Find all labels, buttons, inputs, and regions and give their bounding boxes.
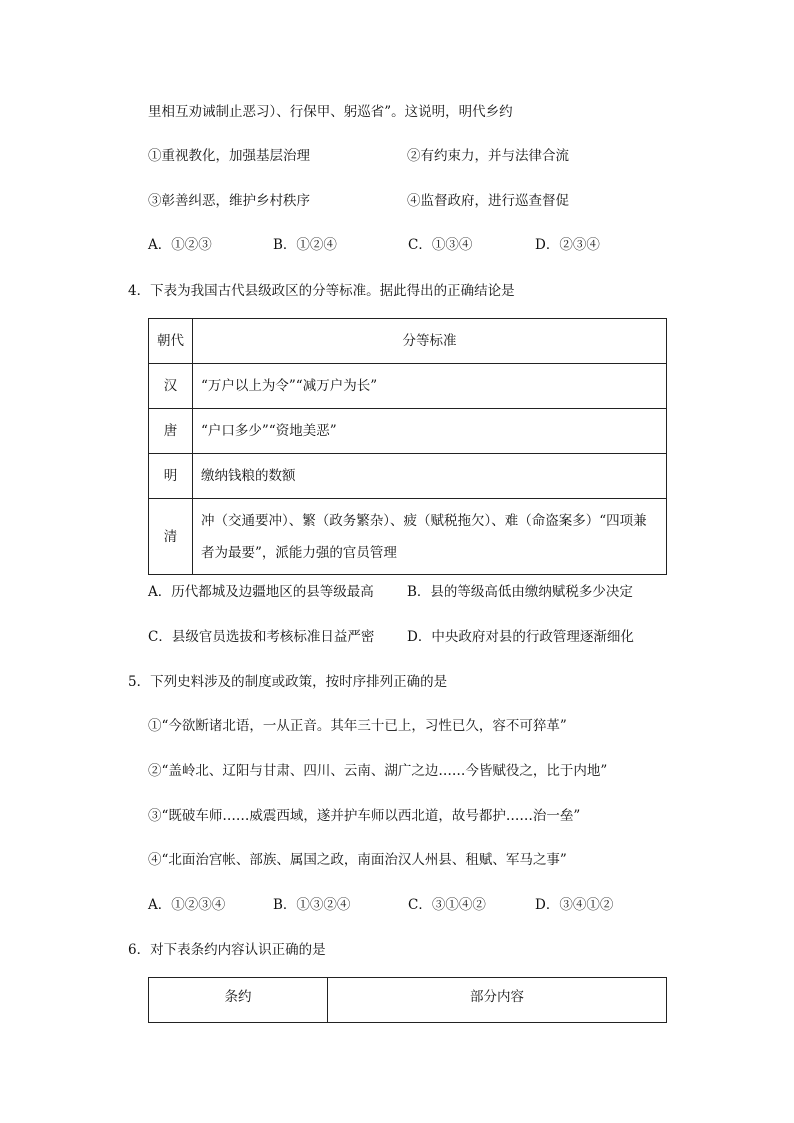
q5-item-2: ②“盖岭北、辽阳与甘肃、四川、云南、湖广之边……今皆赋役之，比于内地” (148, 763, 608, 779)
q4-dynasty-cell: 清 (149, 499, 193, 575)
q4-header-standard: 分等标准 (193, 319, 667, 364)
q4-standard-line-2: 者为最要”，派能力强的官员管理 (201, 544, 397, 561)
q3-item-2: ②有约束力，并与法律合流 (407, 148, 569, 164)
q5-option-d[interactable]: D．③④①② (535, 897, 614, 913)
q4-dynasty-cell: 唐 (149, 409, 193, 454)
table-row (149, 499, 667, 575)
q3-item-4: ④监督政府，进行巡查督促 (407, 193, 569, 209)
q4-stem: 4．下表为我国古代县级政区的分等标准。据此得出的正确结论是 (128, 283, 515, 299)
table-row (149, 364, 667, 409)
q4-standard-cell: “户口多少”“资地美恶” (193, 409, 667, 454)
table-row (149, 454, 667, 499)
q5-stem: 5．下列史料涉及的制度或政策，按时序排列正确的是 (128, 674, 448, 690)
q6-header-content: 部分内容 (328, 978, 667, 1023)
q5-item-4: ④“北面治宫帐、部族、属国之政，南面治汉人州县、租赋、军马之事” (148, 852, 567, 868)
q3-option-b[interactable]: B．①②④ (273, 237, 337, 253)
q4-standard-cell: 缴纳钱粮的数额 (193, 454, 667, 499)
q5-option-a[interactable]: A．①②③④ (148, 897, 226, 913)
q4-option-b[interactable]: B．县的等级高低由缴纳赋税多少决定 (407, 584, 633, 600)
q4-dynasty-cell: 明 (149, 454, 193, 499)
q3-option-c[interactable]: C．①③④ (408, 237, 473, 253)
q5-item-3: ③“既破车师……威震西域，遂并护车师以西北道，故号都护……治一垒” (148, 808, 581, 824)
q4-option-d[interactable]: D．中央政府对县的行政管理逐渐细化 (407, 629, 634, 645)
q4-header-dynasty: 朝代 (149, 319, 193, 364)
q4-dynasty-cell: 汉 (149, 364, 193, 409)
q4-standard-cell: “万户以上为令”“减万户为长” (193, 364, 667, 409)
q5-item-1: ①“今欲断诸北语，一从正音。其年三十已上，习性已久，容不可猝革” (148, 718, 567, 734)
q4-option-a[interactable]: A．历代都城及边疆地区的县等级最高 (148, 584, 374, 600)
q4-standard-cell (193, 499, 667, 575)
q4-table (148, 318, 667, 575)
q4-option-c[interactable]: C．县级官员选拔和考核标准日益严密 (148, 629, 375, 645)
q3-item-1: ①重视教化，加强基层治理 (148, 148, 310, 164)
q3-item-3: ③彰善纠恶，维护乡村秩序 (148, 193, 310, 209)
q5-option-c[interactable]: C．③①④② (408, 897, 486, 913)
q4-standard-line-1: 冲（交通要冲）、繁（政务繁杂）、疲（赋税拖欠）、难（命盗案多）“四项兼 (201, 512, 647, 529)
q3-option-a[interactable]: A．①②③ (148, 237, 212, 253)
q5-option-b[interactable]: B．①③②④ (273, 897, 351, 913)
q3-option-d[interactable]: D．②③④ (535, 237, 600, 253)
table-row (149, 409, 667, 454)
q6-stem: 6．对下表条约内容认识正确的是 (128, 942, 326, 958)
q6-table (148, 977, 667, 1023)
q3-stem-continuation: 里相互劝诫制止恶习）、行保甲、躬巡省”。这说明，明代乡约 (148, 104, 513, 120)
q6-header-treaty: 条约 (149, 978, 328, 1023)
